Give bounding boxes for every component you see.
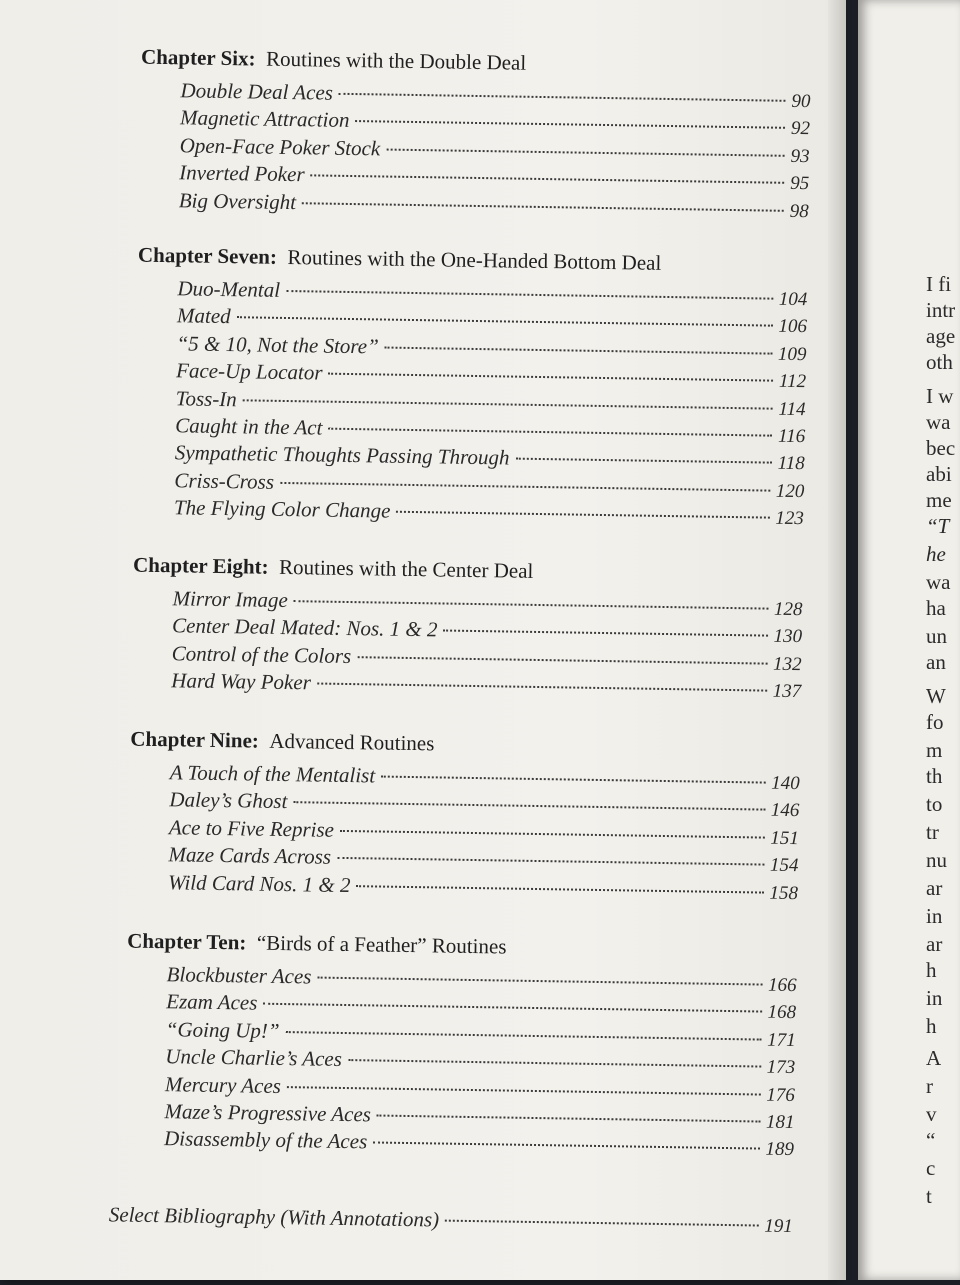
chapter-subtitle: Routines with the One-Handed Bottom Deal: [287, 245, 662, 275]
facing-page-text: oth: [926, 350, 953, 374]
dot-leader: [317, 683, 767, 692]
entry-page-number: 112: [778, 370, 807, 393]
entry-title: Ace to Five Reprise: [168, 815, 335, 842]
facing-page-text: r: [926, 1074, 933, 1098]
facing-page-text: bec: [926, 436, 956, 460]
chapter-number: Chapter Six:: [140, 44, 256, 71]
entry-title: The Flying Color Change: [173, 495, 391, 523]
entry-title: Duo-Mental: [177, 276, 281, 302]
chapter-number: Chapter Ten:: [126, 928, 247, 955]
dot-leader: [357, 656, 767, 664]
entry-title: Mated: [176, 303, 231, 329]
facing-page-text: nu: [926, 848, 947, 872]
facing-page-text: intr: [926, 298, 956, 322]
facing-page-text: th: [926, 764, 943, 788]
dot-leader: [328, 373, 772, 382]
entry-title: Big Oversight: [178, 187, 297, 214]
chapter-subtitle: Advanced Routines: [269, 728, 435, 756]
dot-leader: [337, 857, 764, 866]
entry-title: Inverted Poker: [179, 160, 305, 187]
dot-leader: [386, 148, 784, 156]
bibliography-title: Select Bibliography (With Annotations): [108, 1202, 440, 1232]
entry-page-number: 114: [778, 398, 806, 420]
facing-page-text: ar: [926, 932, 943, 956]
entry-page-number: 90: [791, 90, 811, 113]
entry-title: Magnetic Attraction: [179, 105, 350, 133]
dot-leader: [348, 1059, 761, 1067]
chapter-subtitle: Routines with the Double Deal: [265, 46, 527, 75]
entry-title: A Touch of the Mentalist: [169, 760, 376, 788]
dot-leader: [237, 317, 773, 327]
dot-leader: [287, 1086, 760, 1095]
entry-title: Center Deal Mated: Nos. 1 & 2: [171, 613, 438, 642]
book-page-right: [858, 0, 960, 1280]
dot-leader: [243, 399, 773, 409]
dot-leader: [396, 511, 769, 519]
dot-leader: [515, 458, 771, 464]
dot-leader: [286, 290, 773, 300]
dot-leader: [355, 120, 785, 129]
entry-title: Face-Up Locator: [175, 358, 323, 385]
entry-title: Maze’s Progressive Aces: [164, 1099, 372, 1127]
dot-leader: [340, 830, 764, 839]
facing-page-text: I fi: [926, 272, 952, 296]
facing-page-text: me: [926, 488, 952, 512]
facing-page-text: h: [926, 958, 937, 982]
dot-leader: [443, 630, 767, 637]
facing-page-text: wa: [926, 570, 951, 594]
facing-page-text: fo: [926, 710, 944, 734]
facing-page-text: tr: [926, 820, 939, 844]
entry-title: “5 & 10, Not the Store”: [176, 331, 379, 359]
entry-page-number: 166: [767, 974, 797, 997]
facing-page-text: in: [926, 904, 943, 928]
entry-page-number: 146: [770, 800, 800, 822]
facing-page-text: “: [926, 1128, 936, 1152]
facing-page-text: c: [926, 1156, 936, 1180]
chapter-heading: [133, 553, 534, 584]
facing-page-text: an: [926, 650, 946, 674]
dot-leader: [377, 1115, 760, 1123]
bibliography-entry: [109, 1202, 793, 1239]
entry-title: Maze Cards Across: [168, 842, 332, 869]
entry-page-number: 123: [775, 507, 805, 530]
entry-page-number: 104: [778, 288, 808, 311]
entry-page-number: 120: [775, 480, 805, 502]
entry-page-number: 92: [790, 118, 811, 140]
chapter-number: Chapter Eight:: [132, 552, 269, 579]
entry-page-number: 116: [777, 425, 806, 448]
entry-page-number: 95: [789, 173, 810, 195]
entry-page-number: 93: [790, 145, 810, 167]
facing-page-text: h: [926, 1014, 937, 1038]
dot-leader: [339, 93, 786, 102]
dot-leader: [381, 776, 765, 784]
chapter-heading: [130, 727, 434, 757]
dot-leader: [356, 885, 763, 893]
entry-page-number: 173: [766, 1056, 796, 1079]
facing-page-text: age: [926, 324, 956, 348]
dot-leader: [263, 1003, 761, 1013]
entry-page-number: 118: [777, 453, 805, 475]
entry-title: Criss-Cross: [174, 468, 275, 494]
entry-page-number: 132: [772, 653, 802, 675]
chapter-number: Chapter Seven:: [137, 242, 278, 269]
entry-title: Ezam Aces: [166, 989, 258, 1016]
entry-page-number: 154: [769, 854, 799, 877]
facing-page-text: I w: [926, 384, 954, 408]
entry-title: Toss-In: [175, 385, 237, 411]
entry-title: Blockbuster Aces: [166, 962, 312, 989]
dot-leader: [311, 175, 785, 184]
entry-page-number: 176: [766, 1084, 796, 1106]
facing-page-text: he: [926, 542, 946, 566]
chapter-heading: [141, 45, 527, 76]
facing-page-text: “T: [926, 514, 950, 538]
entry-page-number: 98: [789, 200, 809, 222]
entry-page-number: 137: [772, 680, 802, 703]
entry-page-number: 189: [765, 1139, 795, 1161]
facing-page-text: wa: [926, 410, 951, 434]
entry-page-number: 181: [765, 1111, 795, 1134]
entry-title: “Going Up!”: [165, 1016, 280, 1043]
entry-title: Caught in the Act: [175, 413, 323, 440]
entry-title: Hard Way Poker: [171, 668, 312, 695]
entry-title: Control of the Colors: [171, 641, 352, 668]
bibliography-page-number: 191: [764, 1215, 793, 1238]
entry-title: Wild Card Nos. 1 & 2: [167, 869, 351, 897]
facing-page-text: abi: [926, 462, 952, 486]
entry-title: Daley’s Ghost: [169, 787, 288, 814]
entry-title: Open-Face Poker Stock: [179, 133, 381, 161]
facing-page-text: ha: [926, 596, 946, 620]
entry-page-number: 168: [767, 1002, 797, 1024]
entry-title: Mercury Aces: [164, 1071, 282, 1098]
entry-title: Uncle Charlie’s Aces: [165, 1044, 343, 1072]
facing-page-text: W: [926, 684, 946, 708]
dot-leader: [445, 1220, 758, 1227]
chapter-number: Chapter Nine:: [130, 726, 260, 753]
dot-leader: [328, 428, 772, 437]
facing-page-text: m: [926, 738, 943, 762]
chapter-subtitle: Routines with the Center Deal: [278, 554, 534, 583]
entry-title: Disassembly of the Aces: [163, 1126, 368, 1154]
entry-page-number: 140: [771, 772, 800, 795]
chapter-subtitle: “Birds of a Feather” Routines: [256, 930, 507, 959]
entry-page-number: 171: [767, 1029, 796, 1051]
dot-leader: [294, 600, 768, 609]
entry-page-number: 109: [777, 343, 807, 365]
entry-page-number: 106: [778, 316, 808, 338]
dot-leader: [373, 1142, 759, 1150]
dot-leader: [302, 202, 784, 212]
chapter-heading: [127, 929, 507, 960]
dot-leader: [385, 346, 772, 354]
entry-title: Double Deal Aces: [180, 78, 334, 105]
entry-page-number: 128: [773, 598, 803, 621]
dot-leader: [317, 977, 762, 986]
entry-page-number: 151: [770, 827, 800, 849]
dot-leader: [280, 482, 770, 492]
facing-page-text: v: [926, 1102, 937, 1126]
facing-page-text: un: [926, 624, 947, 648]
entry-title: Sympathetic Thoughts Passing Through: [174, 440, 510, 470]
facing-page-text: ar: [926, 876, 943, 900]
entry-page-number: 130: [773, 626, 803, 648]
facing-page-text: in: [926, 986, 943, 1010]
facing-page-text: to: [926, 792, 943, 816]
dot-leader: [293, 802, 764, 811]
facing-page-text: A: [926, 1046, 942, 1070]
facing-page-text: t: [926, 1184, 932, 1208]
chapter-heading: [138, 243, 662, 276]
dot-leader: [286, 1031, 762, 1040]
entry-title: Mirror Image: [172, 586, 289, 613]
entry-page-number: 158: [769, 882, 799, 904]
